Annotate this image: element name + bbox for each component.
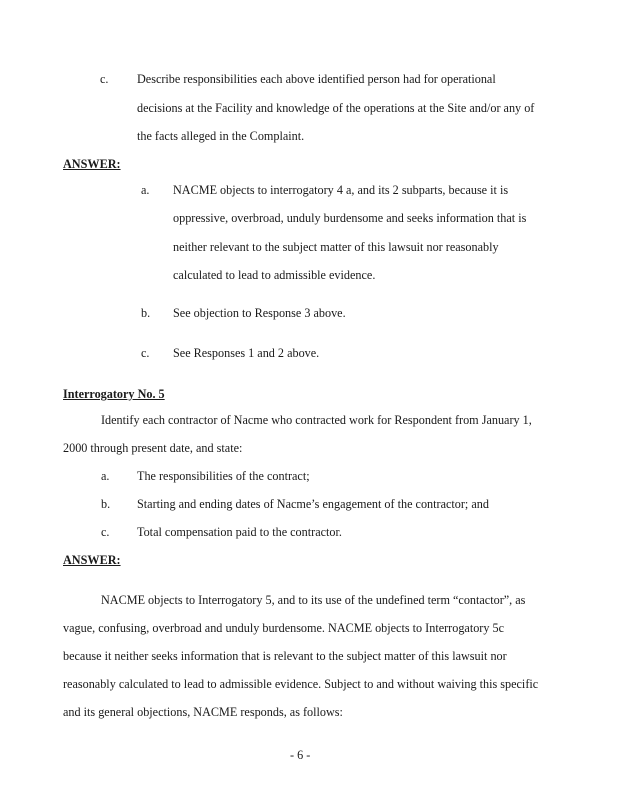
item-c-line-1: Describe responsibilities each above identified person had for operational	[137, 72, 496, 86]
page-number: - 6 -	[290, 748, 311, 762]
interrogatory-5-item-a-label: a.	[101, 469, 110, 483]
answer2-line-2: vague, confusing, overbroad and unduly burdensome. NACME objects to Interrogatory 5c	[63, 621, 505, 635]
item-c-line-3: the facts alleged in the Complaint.	[137, 129, 305, 143]
answer-heading-2: ANSWER:	[63, 553, 121, 567]
answer2-line-1: NACME objects to Interrogatory 5, and to its use of the undefined term “contactor”, as	[101, 593, 526, 607]
answer1-a-label: a.	[141, 183, 150, 197]
answer2-line-3: because it neither seeks information that is relevant to the subject matter of this lawsuit nor	[63, 649, 507, 663]
answer-heading-1: ANSWER:	[63, 157, 121, 171]
answer2-line-5: and its general objections, NACME responds, as follows:	[63, 705, 343, 719]
answer1-c-text: See Responses 1 and 2 above.	[173, 346, 320, 360]
answer1-b-label: b.	[141, 306, 151, 320]
interrogatory-5-item-c-text: Total compensation paid to the contractor.	[137, 525, 342, 539]
interrogatory-5-item-b-text: Starting and ending dates of Nacme’s engagement of the contractor; and	[137, 497, 489, 511]
item-c-label: c.	[100, 72, 109, 86]
answer1-a-line-3: neither relevant to the subject matter of this lawsuit nor reasonably	[173, 240, 499, 254]
answer1-a-line-2: oppressive, overbroad, unduly burdensome and seeks information that is	[173, 211, 527, 225]
answer1-c-label: c.	[141, 346, 150, 360]
interrogatory-5-intro-line-2: 2000 through present date, and state:	[63, 441, 243, 455]
interrogatory-5-item-b-label: b.	[101, 497, 111, 511]
interrogatory-5-item-a-text: The responsibilities of the contract;	[137, 469, 310, 483]
interrogatory-5-intro-line-1: Identify each contractor of Nacme who contracted work for Respondent from January 1,	[101, 413, 532, 427]
answer1-a-line-1: NACME objects to interrogatory 4 a, and its 2 subparts, because it is	[173, 183, 509, 197]
answer1-a-line-4: calculated to lead to admissible evidence.	[173, 268, 376, 282]
answer2-line-4: reasonably calculated to lead to admissible evidence. Subject to and without waiving this specific	[63, 677, 539, 691]
interrogatory-5-heading: Interrogatory No. 5	[63, 387, 165, 401]
item-c-line-2: decisions at the Facility and knowledge of the operations at the Site and/or any of	[137, 101, 535, 115]
interrogatory-5-item-c-label: c.	[101, 525, 110, 539]
answer1-b-text: See objection to Response 3 above.	[173, 306, 346, 320]
